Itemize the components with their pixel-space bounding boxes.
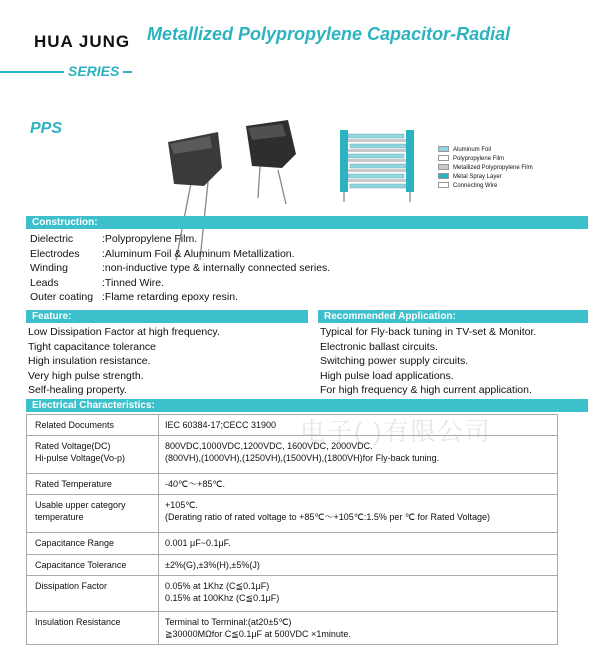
row-key: Capacitance Tolerance xyxy=(27,555,159,576)
row-key: Rated Voltage(DC) Hi-pulse Voltage(Vo-p) xyxy=(27,436,159,474)
feature-item: Tight capacitance tolerance xyxy=(28,340,157,353)
legend-swatch xyxy=(438,164,449,170)
application-item: For high frequency & high current application. xyxy=(320,384,532,396)
application-list xyxy=(320,325,536,398)
legend-item: Aluminum Foil xyxy=(438,146,533,155)
brand-name: HUA JUNG xyxy=(34,32,131,51)
construction-row: Leads :Tinned Wire. xyxy=(30,276,165,289)
feature-item: Very high pulse strength. xyxy=(28,369,144,382)
legend-item: Metallized Polypropylene Film xyxy=(438,164,533,173)
construction-row: Outer coating :Flame retarding epoxy resin. xyxy=(30,291,238,303)
legend-item: Polypropylene Film xyxy=(438,155,533,164)
table-row xyxy=(27,474,558,495)
application-item: Switching power supply circuits. xyxy=(320,355,469,367)
construction-row: Electrodes :Aluminum Foil & Aluminum Metallization. xyxy=(30,247,295,260)
row-key: Insulation Resistance xyxy=(27,612,159,645)
electrical-table xyxy=(26,414,558,645)
lead-wire xyxy=(258,166,260,198)
feature-heading: Feature: xyxy=(26,310,308,323)
construction-row: Dielectric :Polypropylene Film. xyxy=(30,233,198,245)
construction-row: Winding :non-inductive type & internally connected series. xyxy=(30,262,331,274)
table-row xyxy=(27,415,558,436)
application-item: Typical for Fly-back tuning in TV-set & Monitor. xyxy=(320,326,537,338)
row-key: Usable upper category temperature xyxy=(27,495,159,533)
legend-item: Connecting Wire xyxy=(438,182,533,191)
row-value: 800VDC,1000VDC,1200VDC, 1600VDC, 2000VDC. (800VH),(1000VH),(1250VH),(1500VH),(1800VH)for Fly-back tuning. xyxy=(159,436,558,474)
table-row xyxy=(27,533,558,555)
row-value: ±2%(G),±3%(H),±5%(J) xyxy=(159,555,558,576)
table-row xyxy=(27,576,558,612)
feature-item: Low Dissipation Factor at high frequency. xyxy=(28,326,220,338)
feature-item: High insulation resistance. xyxy=(28,355,151,367)
row-value: 0.05% at 1Khz (C≦0.1μF) 0.15% at 100Khz (C≦0.1μF) xyxy=(159,576,558,612)
feature-list xyxy=(28,325,220,398)
row-key: Capacitance Range xyxy=(27,533,159,555)
row-key: Rated Temperature xyxy=(27,474,159,495)
legend-swatch xyxy=(438,155,449,161)
electrical-heading: Electrical Characteristics: xyxy=(26,399,588,412)
application-item: Electronic ballast circuits. xyxy=(320,340,438,353)
legend-swatch xyxy=(438,146,449,152)
row-value: -40℃～+85℃. xyxy=(159,474,558,495)
row-value: Terminal to Terminal:(at20±5℃) ≧30000MΩfor C≦0.1μF at 500VDC ×1minute. xyxy=(159,612,558,645)
table-row xyxy=(27,495,558,533)
row-key: Dissipation Factor xyxy=(27,576,159,612)
layer-diagram xyxy=(330,128,430,204)
table-row xyxy=(27,612,558,645)
layer-legend xyxy=(438,146,533,191)
legend-item: Metal Spray Layer xyxy=(438,173,533,182)
row-key: Related Documents xyxy=(27,415,159,436)
feature-item: Self-healing property. xyxy=(28,384,128,396)
page-title: Metallized Polypropylene Capacitor-Radial xyxy=(147,24,511,44)
lead-wire xyxy=(278,170,286,204)
row-value: IEC 60384-17;CECC 31900 xyxy=(159,415,558,436)
row-value: 0.001 μF~0.1μF. xyxy=(159,533,558,555)
application-heading: Recommended Application: xyxy=(318,310,588,323)
construction-heading: Construction: xyxy=(26,216,588,229)
construction-list xyxy=(30,232,330,305)
legend-swatch xyxy=(438,182,449,188)
product-code: PPS xyxy=(30,120,63,137)
watermark: 电子( )有限公司 xyxy=(300,418,492,446)
table-row xyxy=(27,436,558,474)
application-item: High pulse load applications. xyxy=(320,369,454,382)
table-row xyxy=(27,555,558,576)
series-label: SERIES xyxy=(64,63,123,79)
legend-swatch xyxy=(438,173,449,179)
row-value: +105℃. (Derating ratio of rated voltage to +85℃～+105℃:1.5% per ℃ for Rated Voltage) xyxy=(159,495,558,533)
